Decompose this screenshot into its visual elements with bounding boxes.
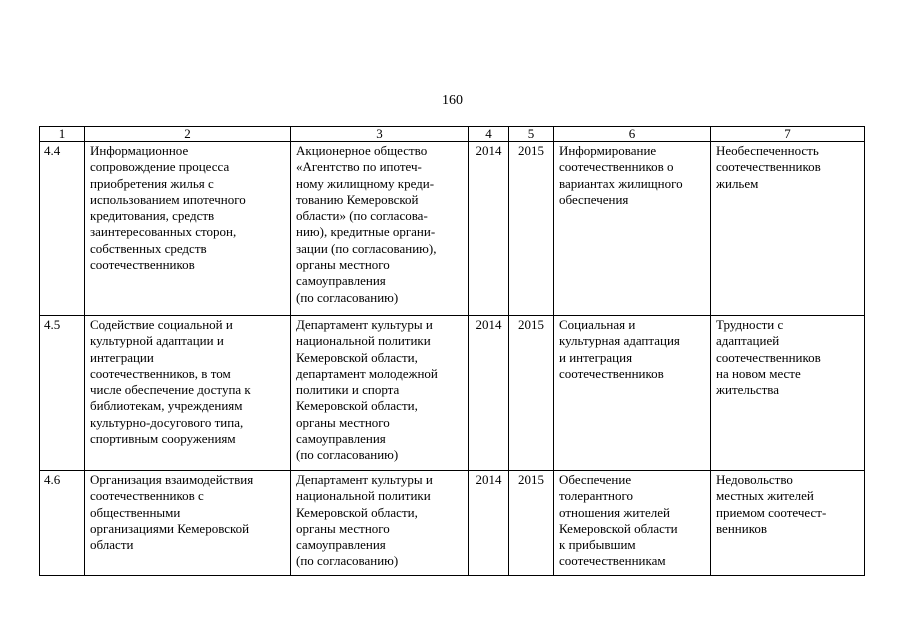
event-cell <box>85 471 291 576</box>
executor-text: Департамент культуры и национальной политики Кемеровской области, департамент молодежной политики и спорта Кемеровской области, органы местного самоуправления (по согласованию) <box>296 317 438 463</box>
header-col-6: 6 <box>554 127 711 142</box>
event-cell <box>85 316 291 471</box>
result-cell <box>554 142 711 316</box>
end-year: 2015 <box>518 472 544 487</box>
risk-cell <box>711 471 865 576</box>
risk-cell <box>711 142 865 316</box>
event-text: Информационное сопровождение процесса приобретения жилья с использованием ипотечного кредитования, средств заинтересованных сторон, собственных средств соотечественников <box>90 143 246 273</box>
event-text: Содействие социальной и культурной адаптации и интеграции соотечественников, в том числе обеспечение доступа к библиотекам, учреждениям культурно-досугового типа, спортивным сооружениям <box>90 317 251 447</box>
header-col-5: 5 <box>509 127 554 142</box>
result-text: Информирование соотечественников о вариантах жилищного обеспечения <box>559 143 683 207</box>
risk-cell <box>711 316 865 471</box>
header-col-7: 7 <box>711 127 865 142</box>
start-year: 2014 <box>475 317 502 332</box>
start-year: 2014 <box>475 143 502 158</box>
header-row <box>40 127 865 142</box>
table-row <box>40 471 865 576</box>
table-row <box>40 316 865 471</box>
end-year-cell <box>509 316 554 471</box>
risk-text: Трудности с адаптацией соотечественников на новом месте жительства <box>716 317 821 398</box>
executor-text: Департамент культуры и национальной политики Кемеровской области, органы местного самоуправления (по согласованию) <box>296 472 433 569</box>
start-year-cell <box>469 316 509 471</box>
end-year-cell <box>509 471 554 576</box>
end-year: 2015 <box>518 143 544 158</box>
measures-table <box>39 126 865 576</box>
row-number-cell <box>40 316 85 471</box>
start-year-cell <box>469 142 509 316</box>
table-row <box>40 142 865 316</box>
executor-cell <box>291 471 469 576</box>
result-text: Социальная и культурная адаптация и интеграция соотечественников <box>559 317 680 381</box>
executor-text: Акционерное общество «Агентство по ипотеч- ному жилищному креди- тованию Кемеровской области» (по согласова- нию), кредитные органи- зации (по согласованию), органы местного самоуправления (по согласованию) <box>296 143 437 305</box>
row-number-cell <box>40 471 85 576</box>
header-col-1: 1 <box>40 127 85 142</box>
result-text: Обеспечение толерантного отношения жителей Кемеровской области к прибывшим соотечественникам <box>559 472 678 569</box>
event-cell <box>85 142 291 316</box>
page-number: 160 <box>442 93 463 108</box>
executor-cell <box>291 142 469 316</box>
header-col-4: 4 <box>469 127 509 142</box>
row-number: 4.4 <box>44 143 61 158</box>
header-col-3: 3 <box>291 127 469 142</box>
result-cell <box>554 316 711 471</box>
executor-cell <box>291 316 469 471</box>
row-number: 4.5 <box>44 317 61 332</box>
row-number-cell <box>40 142 85 316</box>
end-year-cell <box>509 142 554 316</box>
result-cell <box>554 471 711 576</box>
start-year-cell <box>469 471 509 576</box>
end-year: 2015 <box>518 317 544 332</box>
risk-text: Недовольство местных жителей приемом соотечест- венников <box>716 472 827 536</box>
event-text: Организация взаимодействия соотечественников с общественными организациями Кемеровской области <box>90 472 254 553</box>
risk-text: Необеспеченность соотечественников жильем <box>716 143 821 191</box>
start-year: 2014 <box>475 472 502 487</box>
row-number: 4.6 <box>44 472 61 487</box>
header-col-2: 2 <box>85 127 291 142</box>
